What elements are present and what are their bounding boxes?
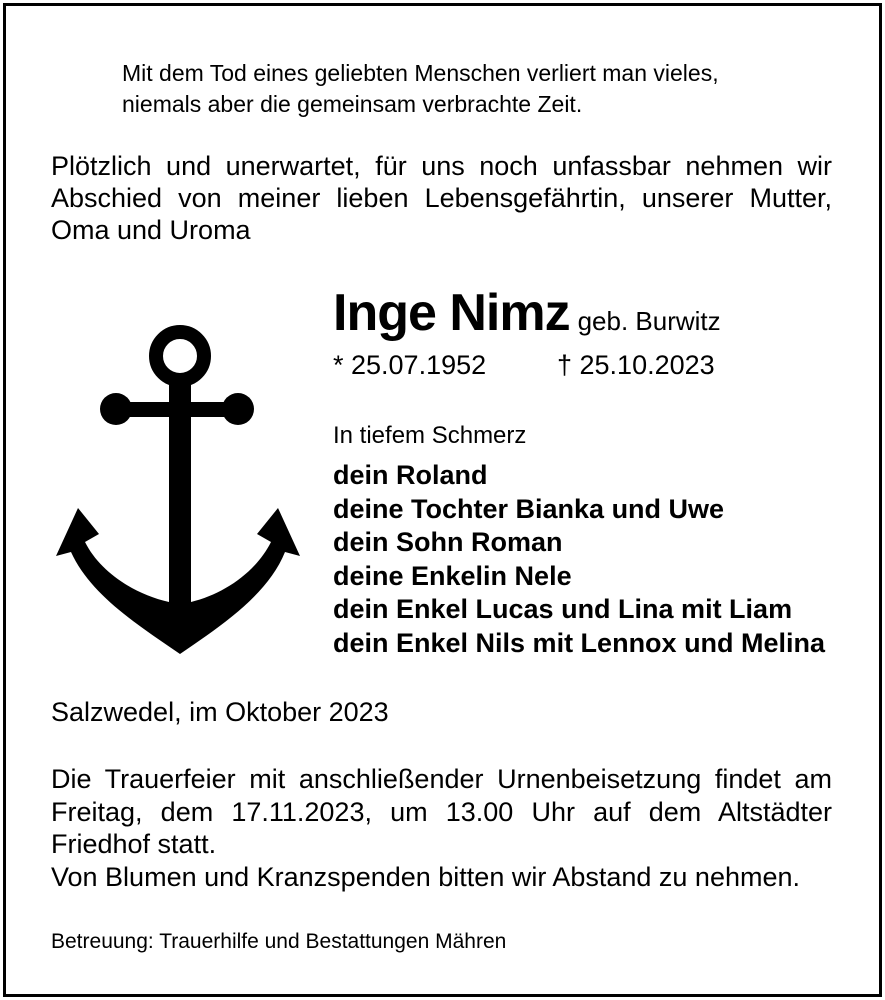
quote-line: niemals aber die gemeinsam verbrachte Zeit. [122, 91, 583, 117]
anchor-icon [56, 312, 300, 654]
birth-name: geb. Burwitz [577, 306, 721, 336]
mourners-list [333, 459, 825, 661]
announcement-line: Oma und Uroma [51, 215, 251, 245]
mourner: dein Sohn Roman [333, 527, 563, 558]
announcement-text [51, 150, 832, 246]
funeral-home-credit: Betreuung: Trauerhilfe und Bestattungen Mähren [51, 930, 507, 953]
opening-quote [122, 58, 719, 120]
ceremony-line: Freitag, dem 17.11.2023, um 13.00 Uhr auf dem Altstädter [51, 796, 832, 827]
deceased-name-line [333, 283, 721, 343]
birth-date: * 25.07.1952 [333, 350, 487, 380]
mourner: deine Tochter Bianka und Uwe [333, 493, 725, 524]
announcement-line: Abschied von meiner lieben Lebensgefährtin, unserer Mutter, [51, 183, 832, 213]
death-date: † 25.10.2023 [557, 350, 715, 380]
mourner: deine Enkelin Nele [333, 560, 572, 591]
ceremony-line: Die Trauerfeier mit anschließender Urnenbeisetzung findet am [51, 764, 832, 794]
grief-line: In tiefem Schmerz [333, 422, 527, 449]
ceremony-line: Friedhof statt. [51, 829, 217, 859]
ceremony-line: Von Blumen und Kranzspenden bitten wir Abstand zu nehmen. [51, 861, 800, 892]
mourner: dein Roland [333, 460, 488, 490]
announcement-line: Plötzlich und unerwartet, für uns noch unfassbar nehmen wir [51, 151, 832, 181]
quote-line: Mit dem Tod eines geliebten Menschen verliert man vieles, [122, 60, 719, 86]
mourner: dein Enkel Nils mit Lennox und Melina [333, 627, 826, 658]
ceremony-info [51, 763, 832, 893]
mourner: dein Enkel Lucas und Lina mit Liam [333, 594, 793, 625]
deceased-name: Inge Nimz [333, 284, 570, 342]
place-and-date: Salzwedel, im Oktober 2023 [51, 697, 389, 727]
